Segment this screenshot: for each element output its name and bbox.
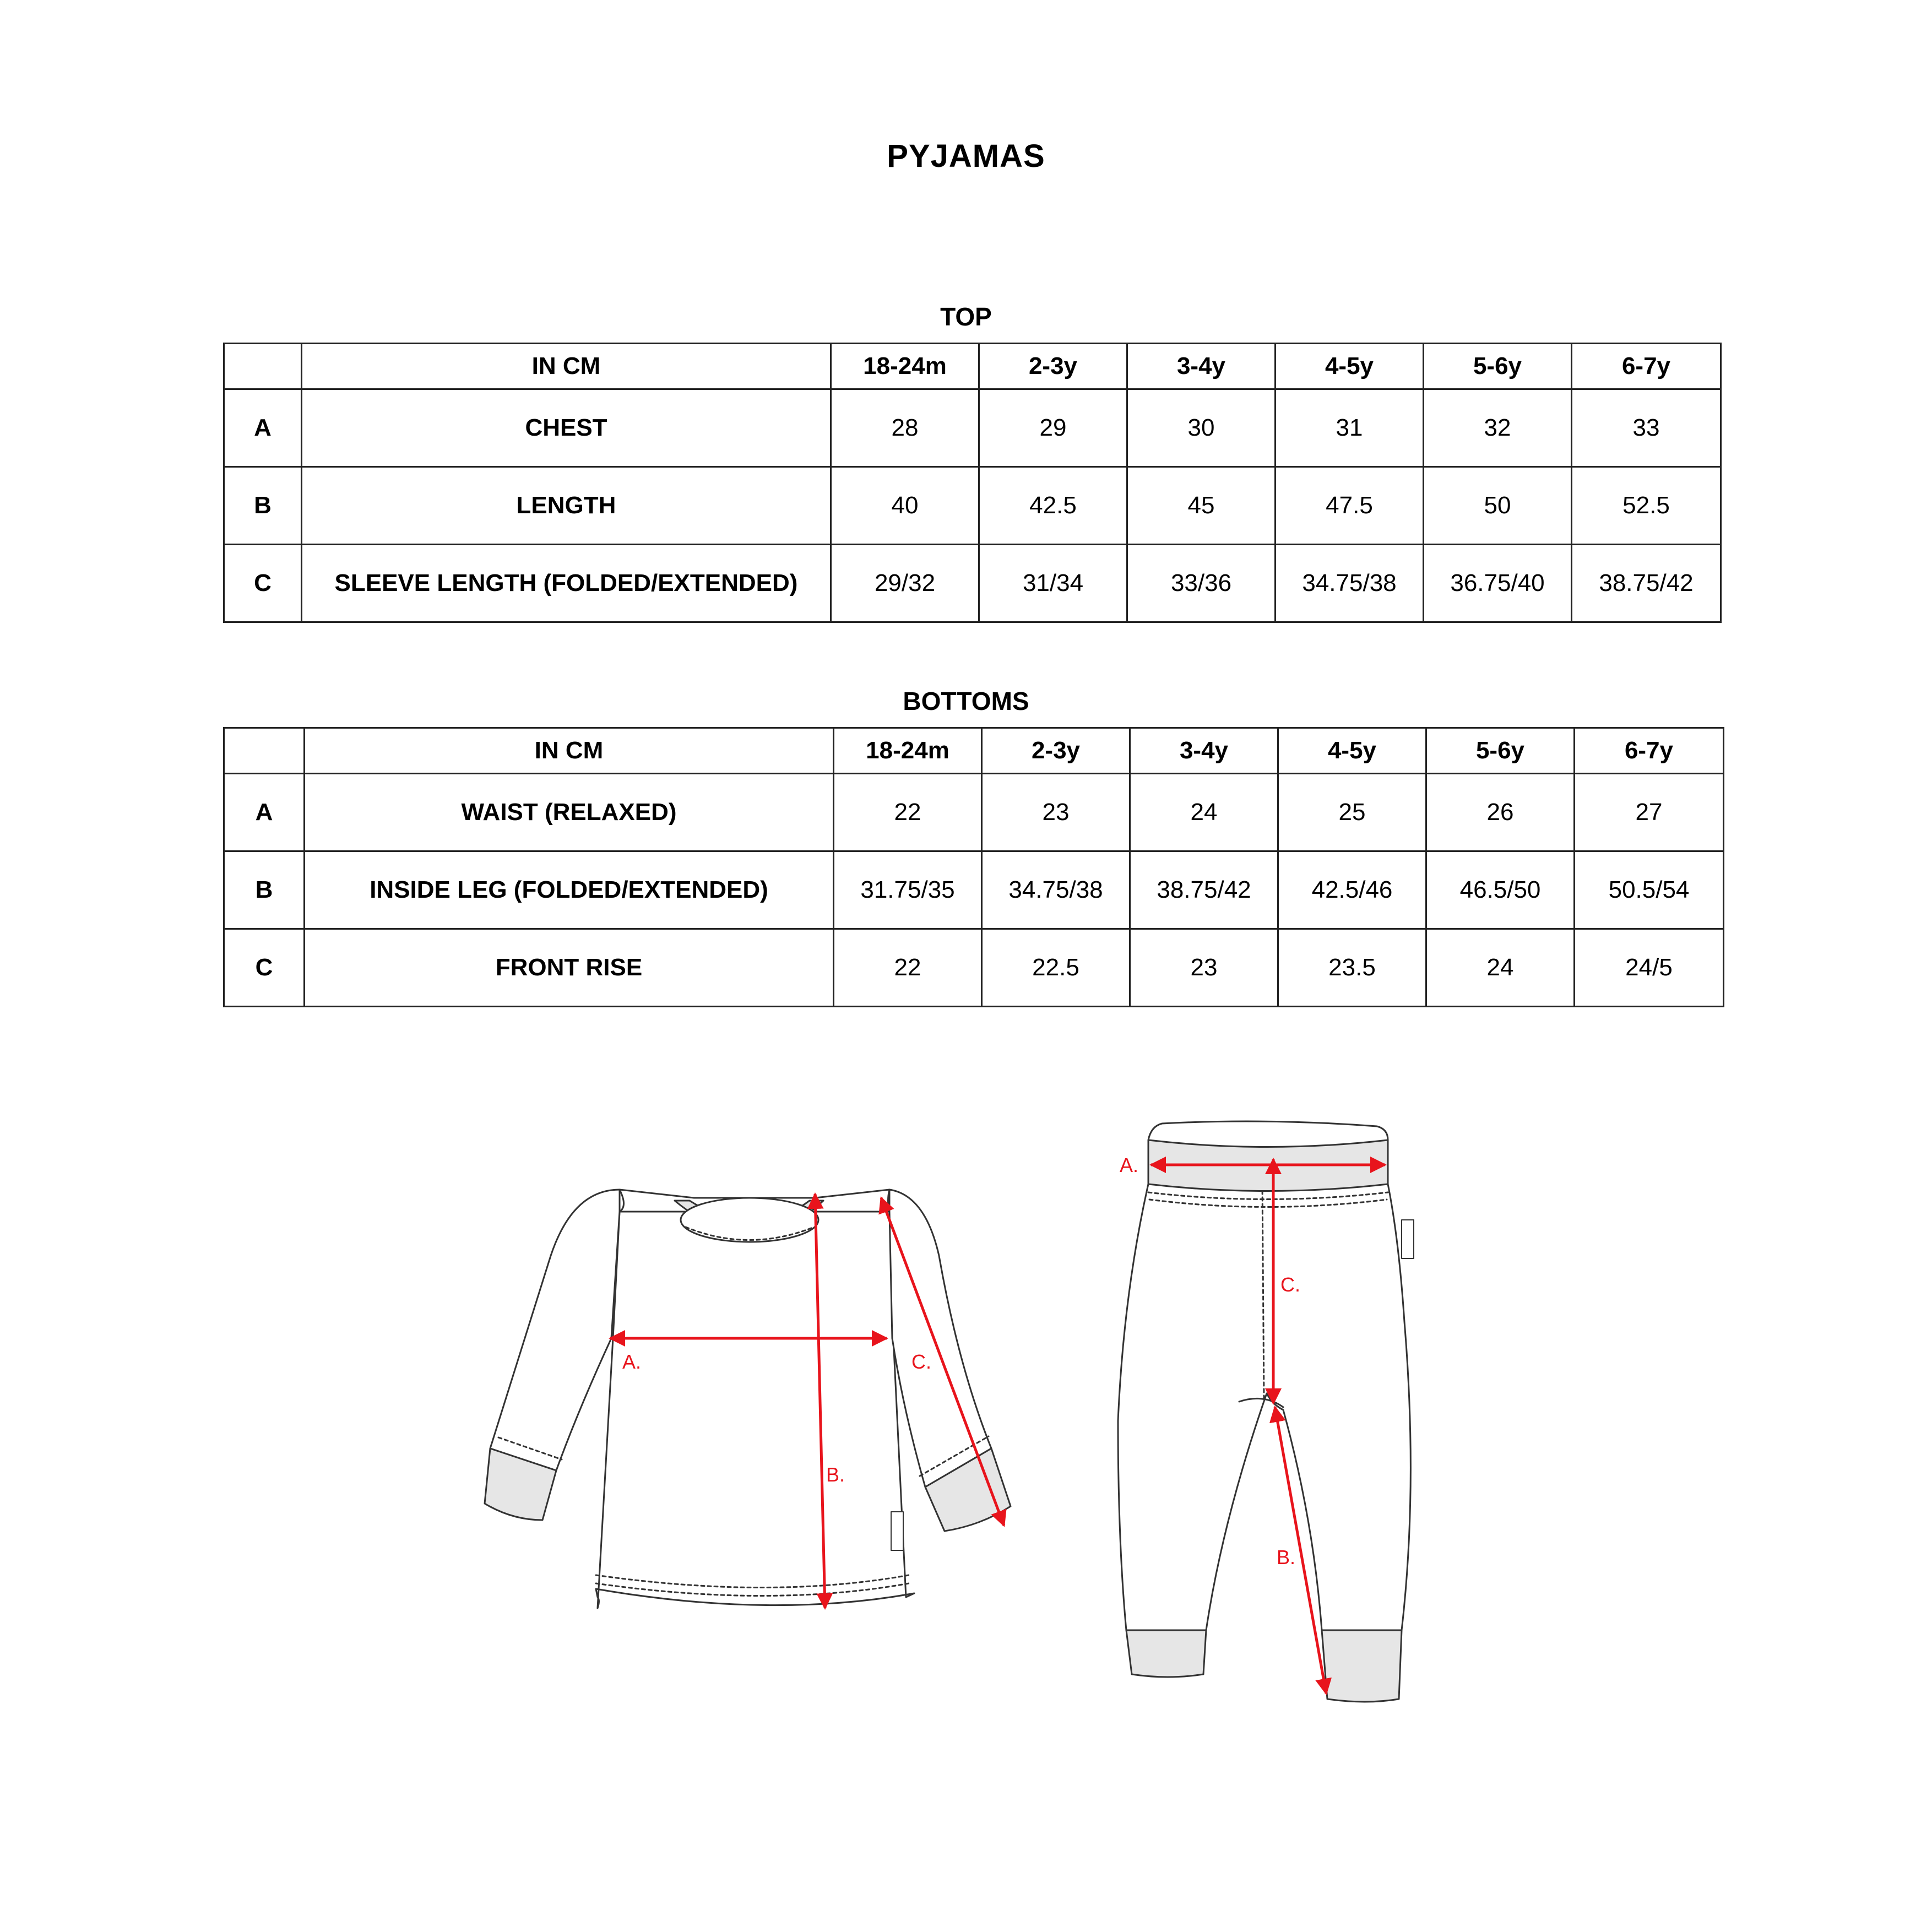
- size-header: 2-3y: [979, 344, 1127, 389]
- size-header: 3-4y: [1130, 728, 1278, 774]
- top-label-b: B.: [826, 1463, 845, 1486]
- top-label-a: A.: [622, 1350, 642, 1373]
- size-header: 4-5y: [1278, 728, 1426, 774]
- bottoms-waist-top: [1148, 1121, 1388, 1147]
- bottoms-right-cuff: [1322, 1630, 1402, 1702]
- value-cell: 26: [1426, 774, 1575, 851]
- top-neck-opening: [681, 1198, 818, 1242]
- value-cell: 22: [834, 774, 982, 851]
- unit-header: IN CM: [305, 728, 834, 774]
- value-cell: 47.5: [1276, 467, 1424, 545]
- value-cell: 25: [1278, 774, 1426, 851]
- value-cell: 40: [831, 467, 979, 545]
- value-cell: 22.5: [982, 929, 1130, 1007]
- bottoms-label-c: C.: [1280, 1273, 1300, 1296]
- value-cell: 23: [982, 774, 1130, 851]
- row-letter: C: [224, 545, 302, 622]
- value-cell: 50: [1424, 467, 1572, 545]
- value-cell: 29: [979, 389, 1127, 467]
- value-cell: 38.75/42: [1572, 545, 1721, 622]
- size-header: 18-24m: [831, 344, 979, 389]
- value-cell: 31.75/35: [834, 851, 982, 929]
- row-letter: A: [224, 774, 305, 851]
- bottoms-label-tag: [1402, 1220, 1414, 1258]
- value-cell: 46.5/50: [1426, 851, 1575, 929]
- value-cell: 32: [1424, 389, 1572, 467]
- value-cell: 23: [1130, 929, 1278, 1007]
- size-header: 6-7y: [1572, 344, 1721, 389]
- value-cell: 22: [834, 929, 982, 1007]
- bottoms-label-b: B.: [1277, 1546, 1296, 1569]
- value-cell: 52.5: [1572, 467, 1721, 545]
- value-cell: 42.5: [979, 467, 1127, 545]
- size-header: 2-3y: [982, 728, 1130, 774]
- top-table-title: TOP: [940, 302, 992, 331]
- measure-label: INSIDE LEG (FOLDED/EXTENDED): [305, 851, 834, 929]
- size-header: 6-7y: [1575, 728, 1724, 774]
- value-cell: 38.75/42: [1130, 851, 1278, 929]
- size-header: 18-24m: [834, 728, 982, 774]
- measure-label: WAIST (RELAXED): [305, 774, 834, 851]
- value-cell: 34.75/38: [1276, 545, 1424, 622]
- value-cell: 31: [1276, 389, 1424, 467]
- value-cell: 33: [1572, 389, 1721, 467]
- size-header: 5-6y: [1426, 728, 1575, 774]
- bottoms-garment-drawing: [1118, 1121, 1414, 1702]
- value-cell: 30: [1127, 389, 1276, 467]
- value-cell: 28: [831, 389, 979, 467]
- measure-label: SLEEVE LENGTH (FOLDED/EXTENDED): [302, 545, 831, 622]
- row-letter: B: [224, 851, 305, 929]
- row-letter: B: [224, 467, 302, 545]
- value-cell: 23.5: [1278, 929, 1426, 1007]
- value-cell: 36.75/40: [1424, 545, 1572, 622]
- row-letter: A: [224, 389, 302, 467]
- value-cell: 50.5/54: [1575, 851, 1724, 929]
- top-left-sleeve: [490, 1190, 620, 1470]
- measure-label: CHEST: [302, 389, 831, 467]
- row-letter: C: [224, 929, 305, 1007]
- unit-header: IN CM: [302, 344, 831, 389]
- value-cell: 34.75/38: [982, 851, 1130, 929]
- value-cell: 24: [1130, 774, 1278, 851]
- value-cell: 29/32: [831, 545, 979, 622]
- top-label-c: C.: [911, 1350, 931, 1373]
- bottoms-table-title: BOTTOMS: [903, 687, 1029, 715]
- top-right-sleeve: [889, 1190, 991, 1487]
- value-cell: 33/36: [1127, 545, 1276, 622]
- value-cell: 42.5/46: [1278, 851, 1426, 929]
- page-title: PYJAMAS: [887, 138, 1045, 174]
- top-label-tag: [891, 1512, 903, 1550]
- value-cell: 27: [1575, 774, 1724, 851]
- value-cell: 24: [1426, 929, 1575, 1007]
- top-garment-drawing: [485, 1190, 1011, 1608]
- measure-label: LENGTH: [302, 467, 831, 545]
- measure-label: FRONT RISE: [305, 929, 834, 1007]
- value-cell: 31/34: [979, 545, 1127, 622]
- size-header: 5-6y: [1424, 344, 1572, 389]
- value-cell: 45: [1127, 467, 1276, 545]
- size-header: 4-5y: [1276, 344, 1424, 389]
- value-cell: 24/5: [1575, 929, 1724, 1007]
- bottoms-left-cuff: [1126, 1630, 1206, 1677]
- top-body-outline: [596, 1212, 914, 1608]
- size-header: 3-4y: [1127, 344, 1276, 389]
- bottoms-label-a: A.: [1120, 1154, 1139, 1176]
- bottoms-body-outline: [1118, 1184, 1410, 1630]
